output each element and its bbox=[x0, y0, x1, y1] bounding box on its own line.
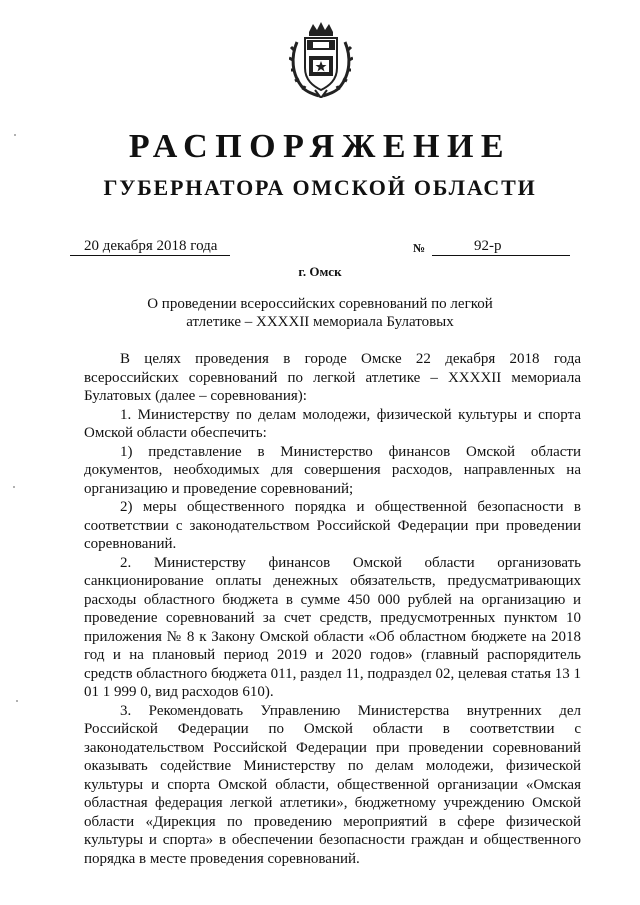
document-subject bbox=[0, 295, 640, 331]
document-number: 92-р bbox=[432, 238, 570, 256]
omsk-coat-of-arms-icon bbox=[289, 22, 353, 98]
subject-line-2: атлетике – XXXXII мемориала Булатовых bbox=[186, 314, 454, 330]
paragraph-item-2: 2. Министерству финансов Омской области организовать санкционирование оплаты денежных обязательств, предусматривающих расходы областного бюджета в сумме 450 000 рублей на организацию и проведение соревнований за счет средств, предусмотренных пунктом 10 приложения № 8 к Закону Омской области «Об областном бюджете на 2018 год и на плановый период 2019 и 2020 годов» (главный распорядитель средств областного бюджета 011, раздел 11, подраздел 02, целевая статья 13 1 01 1 999 0, вид расходов 610). bbox=[84, 554, 581, 700]
paragraph-item-3: 3. Рекомендовать Управлению Министерства внутренних дел Российской Федерации по Омской области в соответствии с законодательством Российской Федерации при проведении соревнований оказывать содействие Министерству по делам молодежи, физической культуры и спорта Омской области, общественной организации «Омская областная федерация легкой атлетики», бюджетному учреждению Омской области «Дирекция по проведению мероприятий в сфере физической культуры и спорта» в обеспечении безопасности граждан и общественного порядка в месте проведения соревнований. bbox=[84, 702, 581, 867]
number-label: № bbox=[413, 241, 426, 255]
paragraph-subitem-1: 1) представление в Министерство финансов Омской области документов, необходимых для совершения расходов, направленных на организацию и проведение соревнований; bbox=[84, 443, 581, 497]
document-date: 20 декабря 2018 года bbox=[70, 238, 230, 256]
document-body bbox=[84, 350, 581, 868]
document-subtitle: ГУБЕРНАТОРА ОМСКОЙ ОБЛАСТИ bbox=[103, 175, 537, 200]
paragraph-item-1: 1. Министерству по делам молодежи, физической культуры и спорта Омской области обеспечить: bbox=[84, 406, 581, 441]
scan-speck bbox=[13, 486, 15, 488]
document-title: РАСПОРЯЖЕНИЕ bbox=[128, 128, 512, 165]
paragraph-subitem-2: 2) меры общественного порядка и общественной безопасности в соответствии с законодательством Российской Федерации при проведении соревнований. bbox=[84, 499, 581, 552]
scan-speck bbox=[16, 700, 18, 702]
subject-line-1: О проведении всероссийских соревнований по легкой bbox=[147, 296, 493, 312]
scan-speck bbox=[14, 134, 16, 136]
document-city: г. Омск bbox=[298, 264, 342, 279]
paragraph-preamble: В целях проведения в городе Омске 22 декабря 2018 года всероссийских соревнований по легкой атлетике – XXXXII мемориала Булатовых (далее – соревнования): bbox=[84, 351, 581, 404]
